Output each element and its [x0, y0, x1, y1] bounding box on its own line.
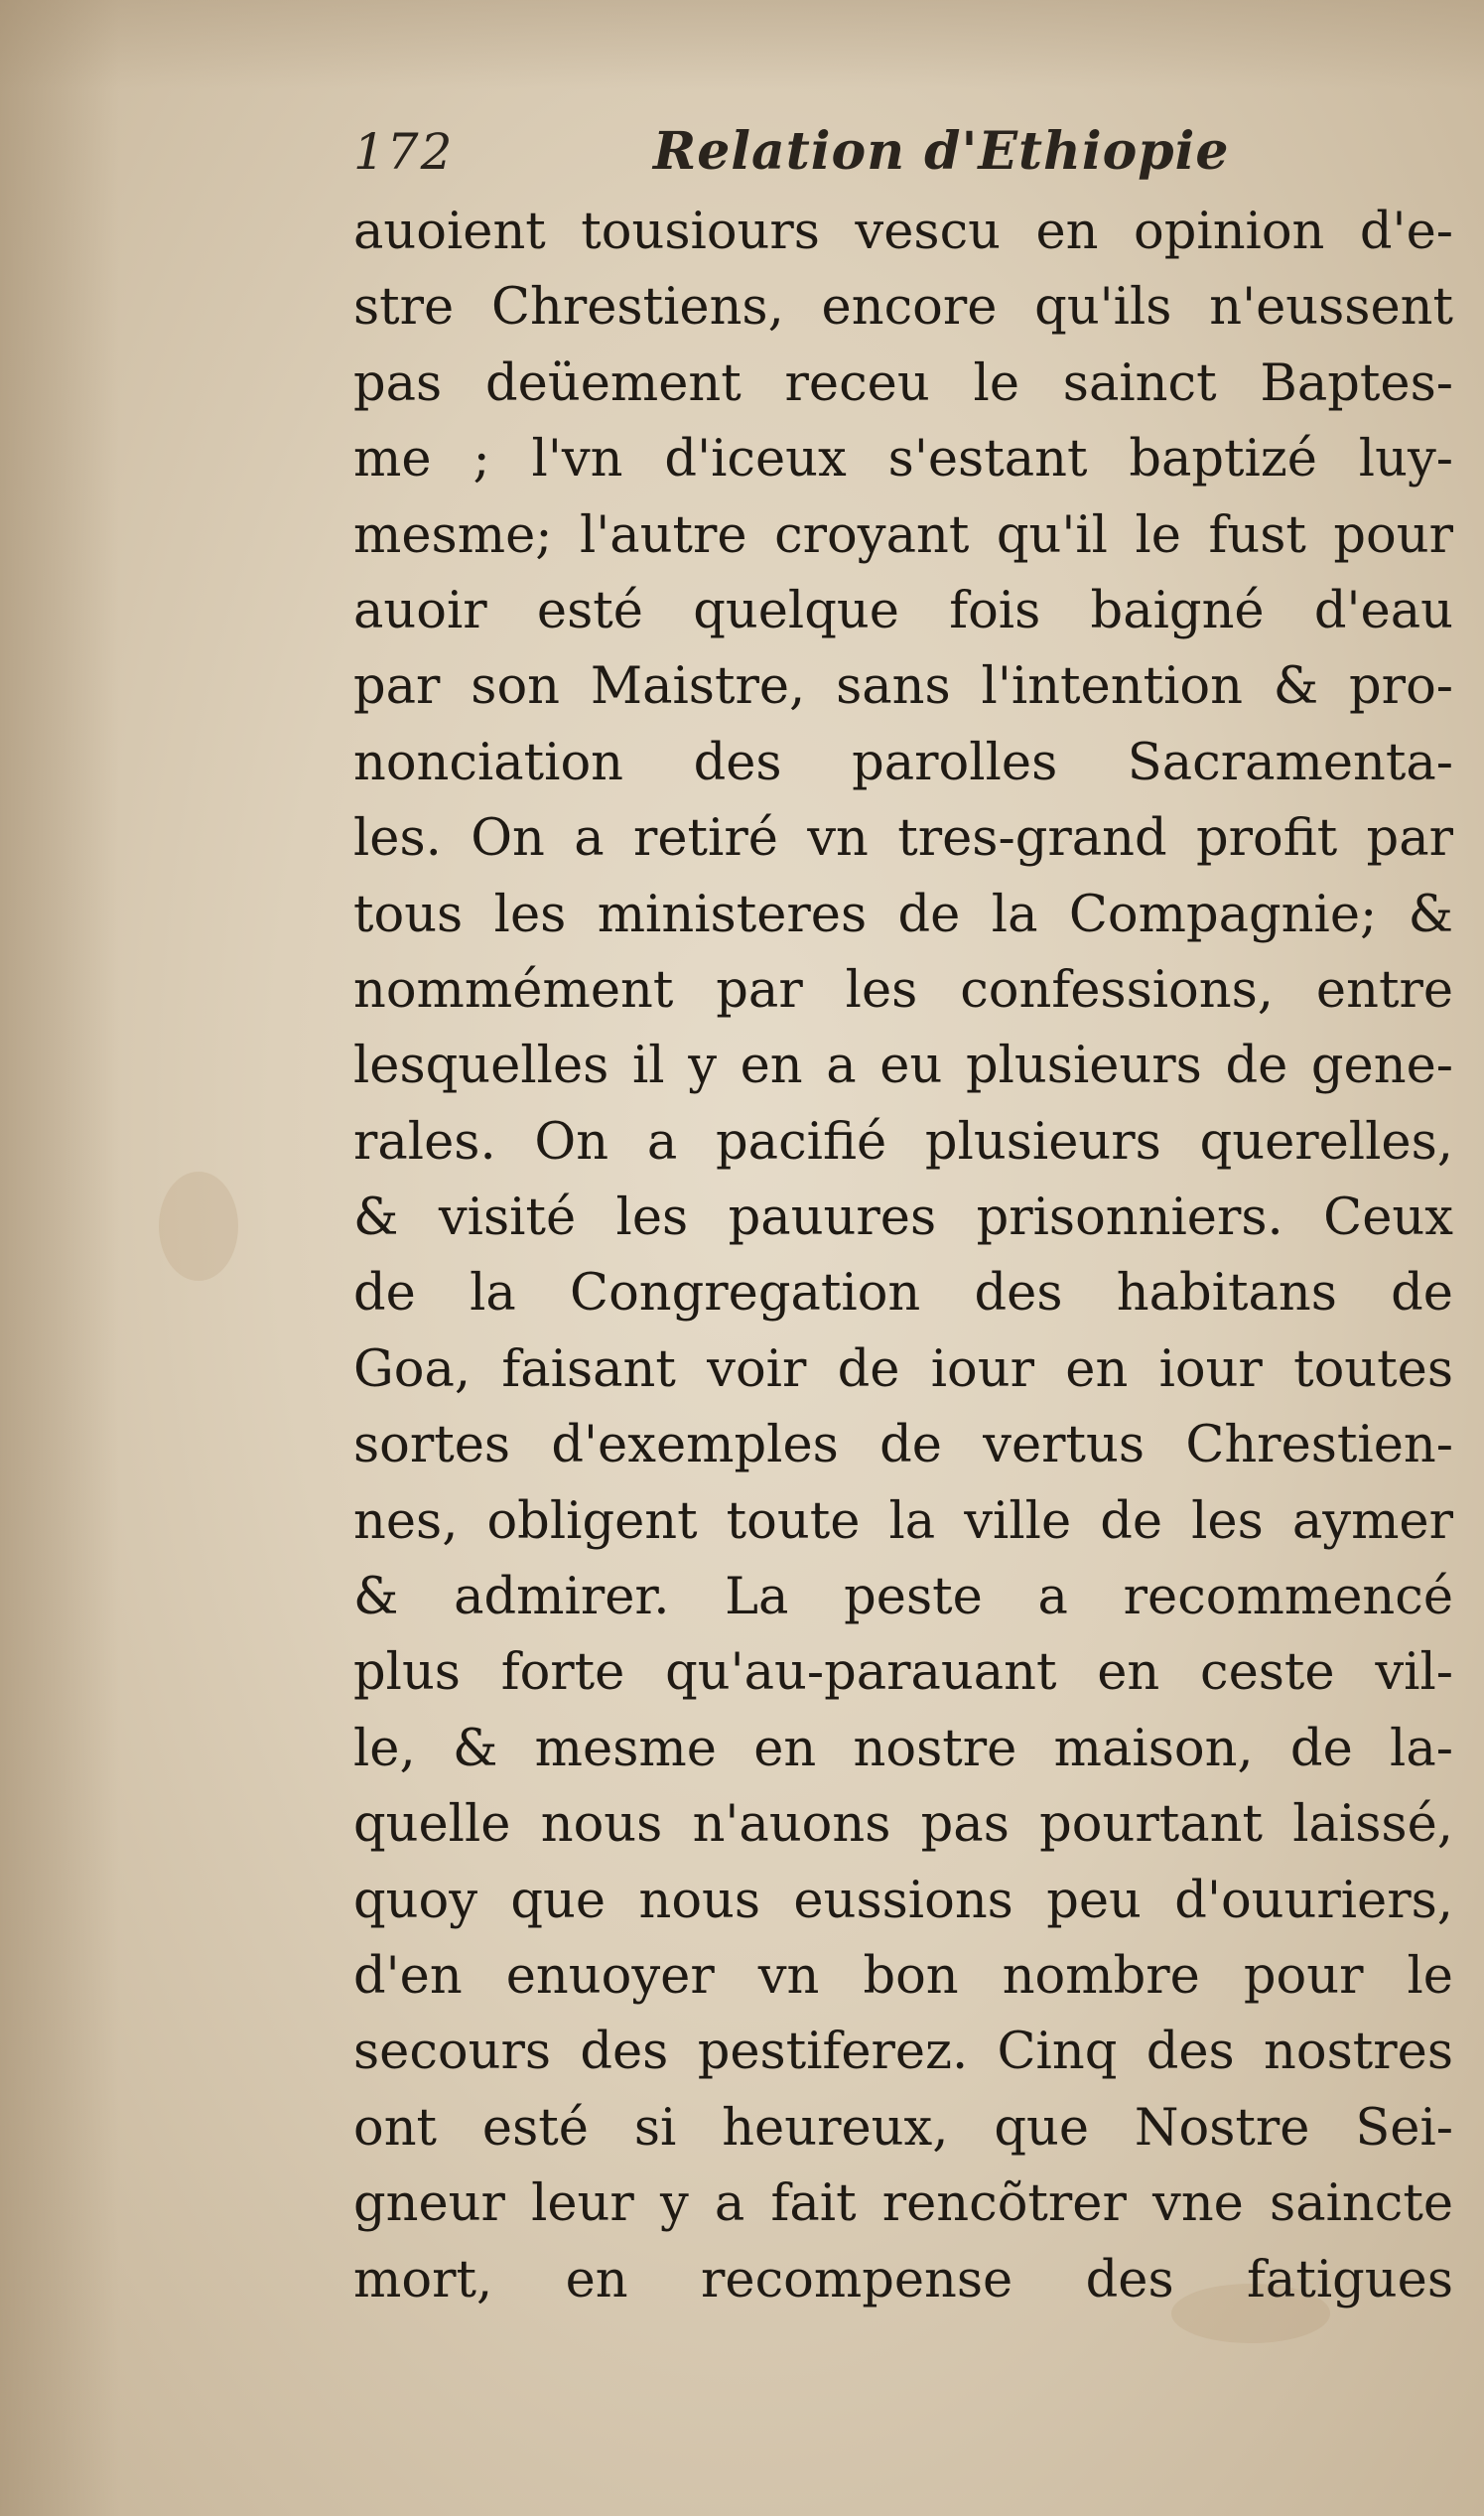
running-title: Relation d'Ethiopie: [653, 121, 1230, 182]
text-line: mort, en recompense des fatigues: [353, 2250, 1453, 2309]
text-line: de la Congregation des habitans de: [353, 1264, 1453, 1324]
text-line: par son Maistre, sans l'intention & pro-: [353, 657, 1453, 717]
page-number: 172: [353, 123, 455, 181]
text-line: nommément par les confessions, entre: [353, 960, 1453, 1020]
text-line: ont esté si heureux, que Nostre Sei-: [353, 2098, 1453, 2158]
text-line: auoir esté quelque fois baigné d'eau: [353, 581, 1453, 640]
page-header: [353, 117, 1445, 197]
text-line: tous les ministeres de la Compagnie; &: [353, 885, 1453, 944]
body-text: [353, 195, 1453, 2318]
text-line: le, & mesme en nostre maison, de la-: [353, 1719, 1453, 1778]
text-line: stre Chrestiens, encore qu'ils n'eussent: [353, 278, 1453, 338]
text-line: & admirer. La peste a recommencé: [353, 1568, 1453, 1627]
text-line: pas deüement receu le sainct Baptes-: [353, 353, 1453, 413]
text-line: nes, obligent toute la ville de les aymer: [353, 1491, 1453, 1551]
text-line: nonciation des parolles Sacramenta-: [353, 733, 1453, 792]
text-line: sortes d'exemples de vertus Chrestien-: [353, 1416, 1453, 1475]
text-line: quelle nous n'auons pas pourtant laissé,: [353, 1795, 1453, 1855]
text-line: les. On a retiré vn tres-grand profit par: [353, 809, 1453, 869]
text-line: secours des pestiferez. Cinq des nostres: [353, 2023, 1453, 2082]
text-line: lesquelles il y en a eu plusieurs de gene-: [353, 1037, 1453, 1096]
text-line: Goa, faisant voir de iour en iour toutes: [353, 1339, 1453, 1399]
paper-stain: [159, 1172, 238, 1281]
text-line: auoient tousiours vescu en opinion d'e-: [353, 203, 1453, 261]
text-line: gneur leur y a fait rencõtrer vne saincte: [353, 2174, 1453, 2234]
text-line: quoy que nous eussions peu d'ouuriers,: [353, 1871, 1453, 1930]
text-line: d'en enuoyer vn bon nombre pour le: [353, 1946, 1453, 2006]
text-line: rales. On a pacifié plusieurs querelles,: [353, 1112, 1453, 1172]
text-line: mesme; l'autre croyant qu'il le fust pour: [353, 505, 1453, 565]
text-line: plus forte qu'au-parauant en ceste vil-: [353, 1643, 1453, 1703]
text-line: me ; l'vn d'iceux s'estant baptizé luy-: [353, 430, 1453, 489]
text-line: & visité les pauures prisonniers. Ceux: [353, 1188, 1453, 1248]
